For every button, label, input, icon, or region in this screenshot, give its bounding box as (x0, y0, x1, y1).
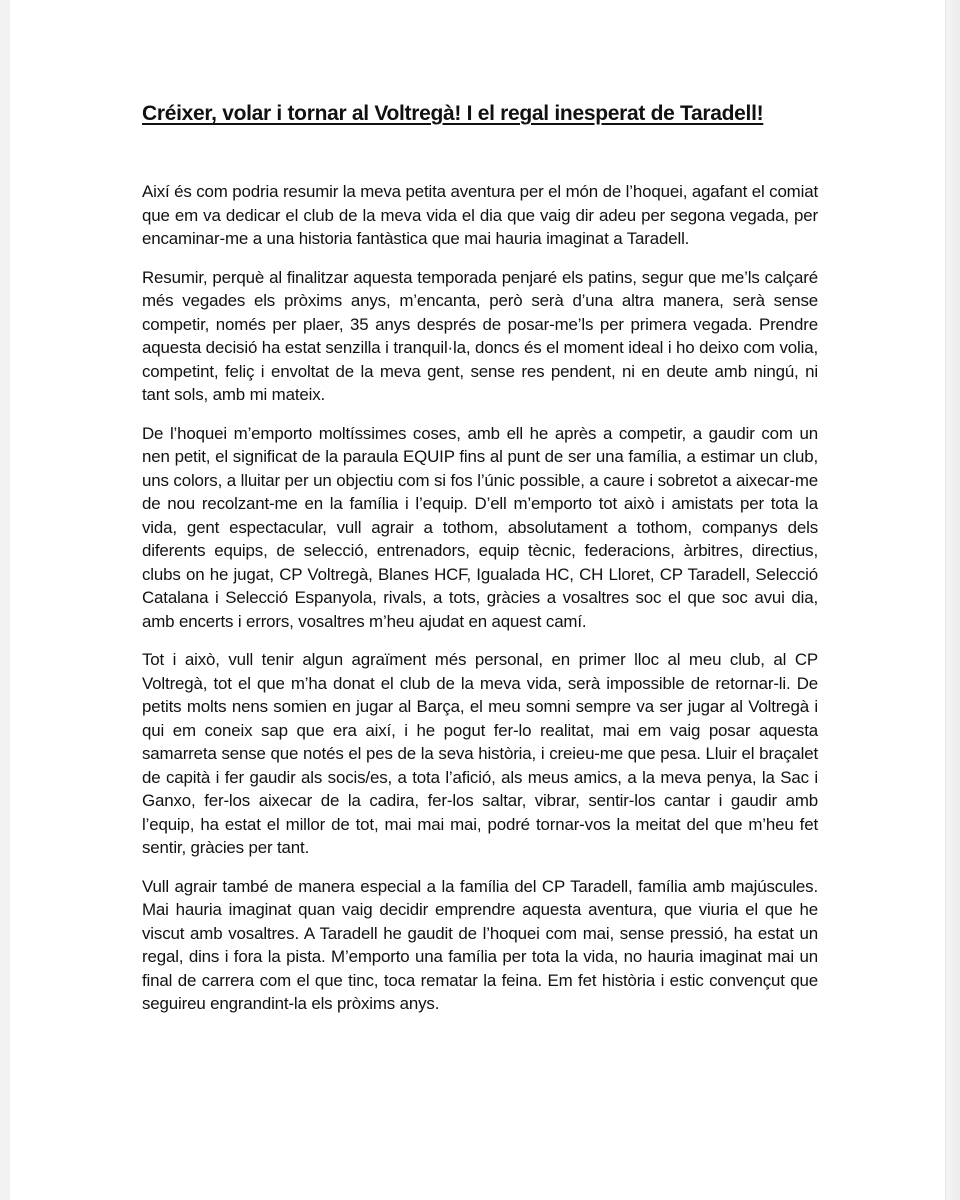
paragraph-5: Vull agrair també de manera especial a la família del CP Taradell, família amb majúscules. Mai hauria imaginat quan vaig decidir emprendre aquesta aventura, que viuria el que he viscut amb vosaltres. A Taradell he gaudit de l’hoquei com mai, sense pressió, ha estat un regal, dins i fora la pista. M’emporto una família per tota la vida, no hauria imaginat mai un final de carrera com el que tinc, toca rematar la feina. Em fet història i estic convençut que seguireu engrandint-la els pròxims anys. (142, 876, 818, 1014)
page-edge-left (0, 0, 10, 1200)
paragraph-1: Així és com podria resumir la meva petita aventura per el món de l’hoquei, agafant el comiat que em va dedicar el club de la meva vida el dia que vaig dir adeu per segona vegada, per encaminar-me a una historia fantàstica que mai hauria imaginat a Taradell. (142, 182, 818, 249)
paragraph-2: Resumir, perquè al finalitzar aquesta temporada penjaré els patins, segur que me’ls calçaré més vegades els pròxims anys, m’encanta, però serà d’una altra manera, serà sense competir, només per plaer, 35 anys després de posar-me’ls per primera vegada. Prendre aquesta decisió ha estat senzilla i tranquil·la, doncs és el moment ideal i ho deixo com volia, competint, feliç i envoltat de la meva gent, sense res pendent, ni en deute amb ningú, ni tant sols, amb mi mateix. (142, 267, 818, 405)
document-body (142, 100, 818, 1031)
paragraph-4: Tot i això, vull tenir algun agraïment més personal, en primer lloc al meu club, al CP Voltregà, tot el que m’ha donat el club de la meva vida, serà impossible de retornar-li. De petits molts nens somien en jugar al Barça, el meu somni sempre va ser jugar al Voltregà i qui em coneix sap que era així, i he pogut fer-lo realitat, mai em vaig posar aquesta samarreta sense que notés el pes de la seva història, i creieu-me que pesa. Lluir el braçalet de capità i fer gaudir als socis/es, a tota l’afició, als meus amics, a la meva penya, la Sac i Ganxo, fer-los aixecar de la cadira, fer-los saltar, vibrar, sentir-los cantar i gaudir amb l’equip, ha estat el millor de tot, mai mai mai, podré tornar-vos la meitat del que m’heu fet sentir, gràcies per tant. (142, 650, 818, 858)
page-edge-right (945, 0, 960, 1200)
document-title: Créixer, volar i tornar al Voltregà! I el regal inesperat de Taradell! (142, 102, 764, 125)
paragraph-3: De l’hoquei m’emporto moltíssimes coses, amb ell he après a competir, a gaudir com un nen petit, el significat de la paraula EQUIP fins al punt de ser una família, a estimar un club, uns colors, a lluitar per un objectiu com si fos l’únic possible, a caure i sobretot a aixecar-me de nou recolzant-me en la família i l’equip. D’ell m’emporto tot això i amistats per tota la vida, gent espectacular, vull agrair a tothom, absolutament a tothom, companys dels diferents equips, de selecció, entrenadors, equip tècnic, federacions, àrbitres, directius, clubs on he jugat, CP Voltregà, Blanes HCF, Igualada HC, CH Lloret, CP Taradell, Selecció Catalana i Selecció Espanyola, rivals, a tots, gràcies a vosaltres soc el que soc avui dia, amb encerts i errors, vosaltres m’heu ajudat en aquest camí. (142, 423, 818, 631)
